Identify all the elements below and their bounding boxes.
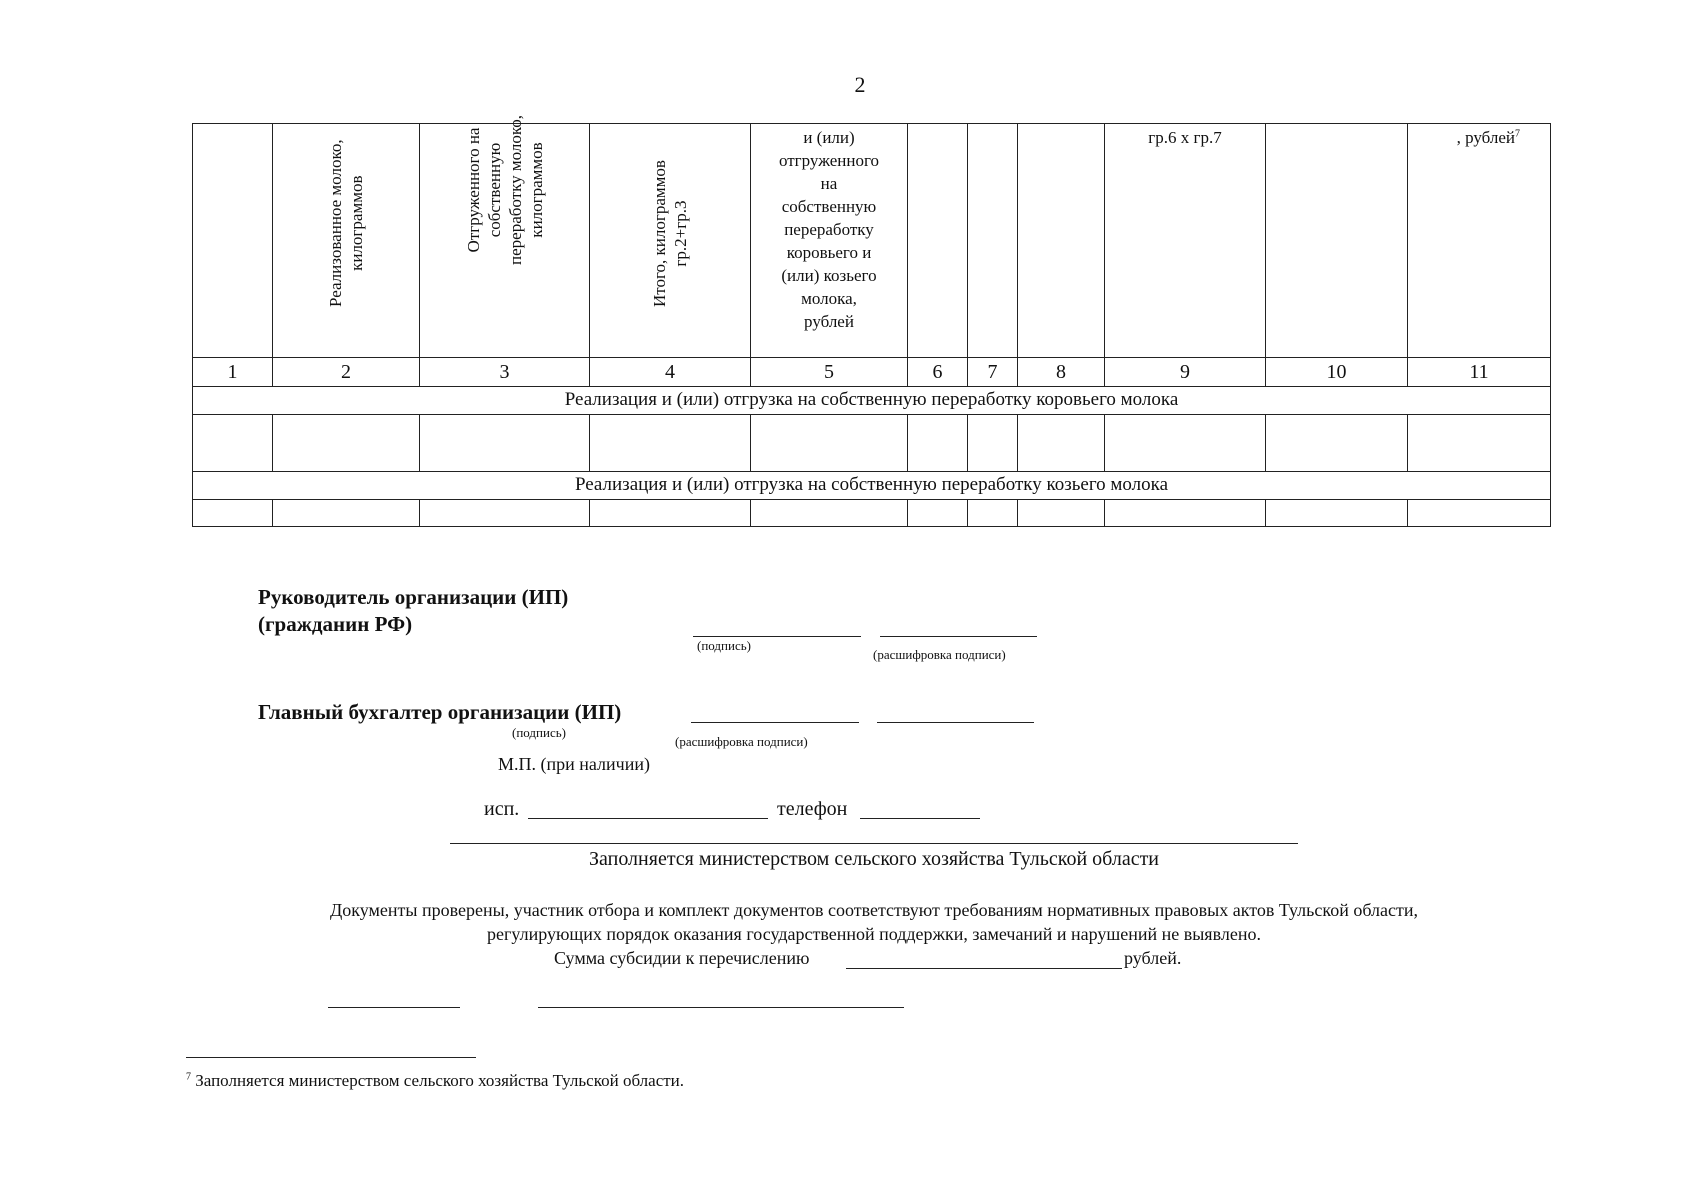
column-number: 2	[273, 357, 420, 386]
footnote	[186, 1071, 684, 1091]
header-cell-10	[1266, 124, 1408, 358]
accountant-title: Главный бухгалтер организации (ИП)	[258, 700, 622, 724]
head-signature-line[interactable]	[693, 636, 861, 637]
ministry-heading: Заполняется министерством сельского хозяйства Тульской области	[588, 848, 1160, 870]
header-shipped-processing-kg: Отгруженного на собственную переработку молоко, килограммов	[463, 114, 546, 265]
ministry-signature-line[interactable]	[328, 1007, 460, 1008]
table-header-row	[193, 124, 1551, 358]
table-cell[interactable]	[1105, 499, 1266, 526]
executor-label: исп.	[484, 798, 520, 820]
phone-line[interactable]	[860, 818, 980, 819]
column-number-row	[193, 357, 1551, 386]
head-title: Руководитель организации (ИП)	[258, 585, 569, 609]
executor-line[interactable]	[528, 818, 768, 819]
table-cell[interactable]	[193, 499, 273, 526]
accountant-signature-line[interactable]	[691, 722, 859, 723]
header-formula-6x7: гр.6 х гр.7	[1148, 128, 1222, 147]
column-number: 8	[1018, 357, 1105, 386]
subsidy-sum-label: Сумма субсидии к перечислению	[554, 948, 810, 968]
column-number: 6	[908, 357, 968, 386]
header-cell-5	[751, 124, 908, 358]
page-number: 2	[854, 72, 866, 97]
phone-label: телефон	[777, 798, 848, 820]
header-cell-3	[420, 114, 590, 358]
table-cell[interactable]	[590, 414, 751, 472]
header-cell-4	[590, 124, 751, 358]
subsidy-table	[192, 114, 1551, 527]
footnote-mark: 7	[186, 1071, 191, 1083]
subsidy-sum-line[interactable]	[846, 968, 1122, 969]
header-shipped-rubles: и (или) отгруженного на собственную переработку коровьего и (или) козьего молока, рублей	[778, 128, 880, 331]
head-subtitle: (гражданин РФ)	[258, 612, 413, 636]
subsidy-sum-unit: рублей.	[1124, 948, 1182, 968]
table-cell[interactable]	[1408, 414, 1551, 472]
table-cell[interactable]	[908, 499, 968, 526]
footnote-ref: 7	[1515, 128, 1520, 140]
header-cell-9	[1105, 124, 1266, 358]
header-sold-milk-kg: Реализованное молоко, килограммов	[326, 139, 366, 307]
ministry-decoding-line[interactable]	[538, 1007, 904, 1008]
section-cow-milk: Реализация и (или) отгрузка на собственную переработку коровьего молока	[193, 387, 1551, 414]
ministry-divider	[450, 843, 1298, 844]
header-cell-6	[908, 124, 968, 358]
footnote-text: Заполняется министерством сельского хозяйства Тульской области.	[195, 1071, 685, 1090]
stamp-label: М.П. (при наличии)	[498, 754, 650, 774]
column-number: 3	[420, 357, 590, 386]
accountant-signature-caption: (подпись)	[512, 725, 566, 740]
header-cell-1	[193, 124, 273, 358]
ministry-text-line2: регулирующих порядок оказания государственной поддержки, замечаний и нарушений не выявлено.	[487, 924, 1261, 944]
accountant-decoding-caption: (расшифровка подписи)	[675, 734, 808, 749]
column-number: 10	[1266, 357, 1408, 386]
section-goat-milk: Реализация и (или) отгрузка на собственную переработку козьего молока	[193, 472, 1551, 499]
table-cell[interactable]	[193, 414, 273, 472]
table-cell[interactable]	[273, 414, 420, 472]
accountant-decoding-line[interactable]	[877, 722, 1034, 723]
table-cell[interactable]	[1266, 414, 1408, 472]
section-row-goat	[193, 472, 1551, 499]
header-cell-2	[273, 124, 420, 358]
table-cell[interactable]	[908, 414, 968, 472]
table-cell[interactable]	[1408, 499, 1551, 526]
table-cell[interactable]	[1018, 499, 1105, 526]
header-cell-8	[1018, 124, 1105, 358]
column-number: 9	[1105, 357, 1266, 386]
header-total-kg: Итого, килограммов гр.2+гр.3	[650, 159, 690, 307]
table-cell[interactable]	[273, 499, 420, 526]
table-row-cow-data	[193, 414, 1551, 472]
column-number: 1	[193, 357, 273, 386]
column-number: 7	[968, 357, 1018, 386]
table-row-goat-data	[193, 499, 1551, 526]
section-row-cow	[193, 387, 1551, 414]
table-cell[interactable]	[968, 414, 1018, 472]
table-cell[interactable]	[1266, 499, 1408, 526]
table-cell[interactable]	[420, 414, 590, 472]
header-cell-11	[1408, 124, 1551, 358]
table-cell[interactable]	[1018, 414, 1105, 472]
table-cell[interactable]	[420, 499, 590, 526]
column-number: 4	[590, 357, 751, 386]
table-cell[interactable]	[968, 499, 1018, 526]
footnote-divider	[186, 1057, 476, 1058]
table-cell[interactable]	[751, 414, 908, 472]
table-cell[interactable]	[590, 499, 751, 526]
ministry-text-line1: Документы проверены, участник отбора и комплект документов соответствуют требованиям нормативных правовых актов Тульской области,	[330, 900, 1418, 920]
head-decoding-line[interactable]	[880, 636, 1037, 637]
head-decoding-caption: (расшифровка подписи)	[873, 647, 1006, 662]
column-number: 5	[751, 357, 908, 386]
table-cell[interactable]	[1105, 414, 1266, 472]
table-cell[interactable]	[751, 499, 908, 526]
header-rubles-note: , рублей$^7$	[1456, 128, 1520, 147]
column-number: 11	[1408, 357, 1551, 386]
header-cell-7	[968, 124, 1018, 358]
head-signature-caption: (подпись)	[697, 638, 751, 653]
